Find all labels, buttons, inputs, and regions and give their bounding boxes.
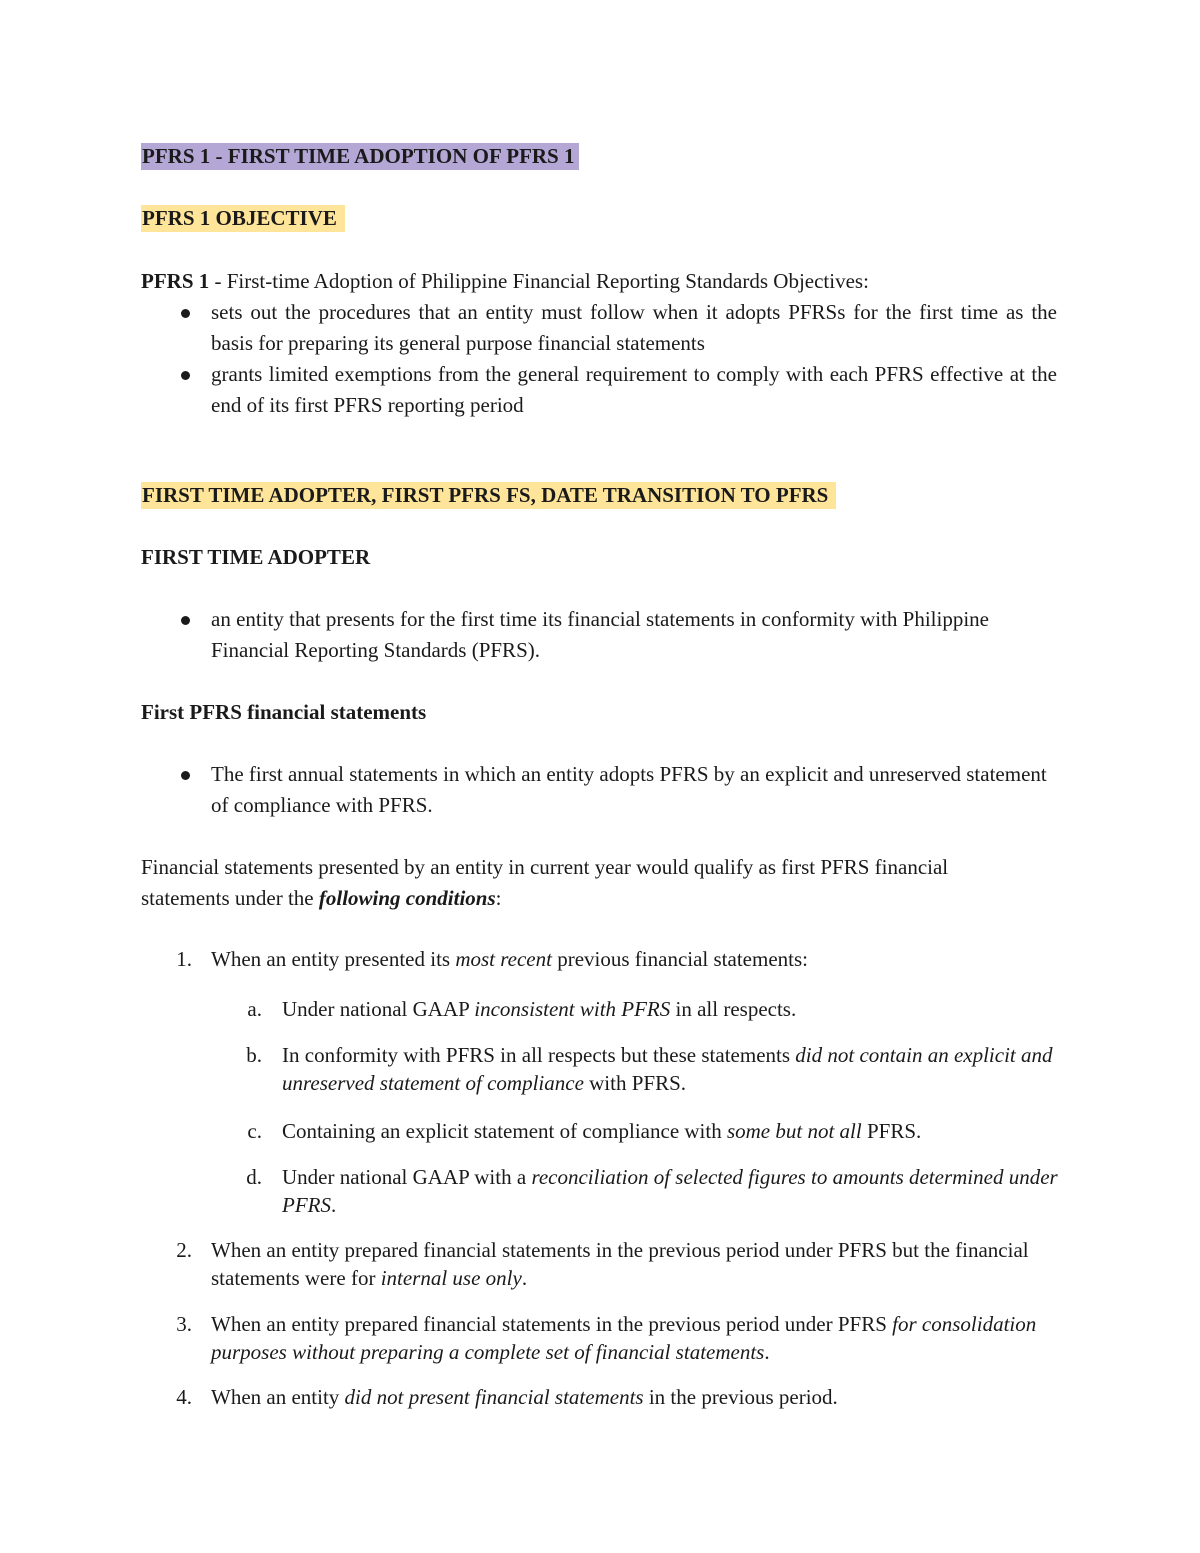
list-marker: 2. <box>176 1238 192 1262</box>
title-highlight: PFRS 1 - FIRST TIME ADOPTION OF PFRS 1 <box>141 143 579 170</box>
list-marker: b. <box>246 1043 262 1067</box>
condition-emphasis: most recent <box>455 947 552 971</box>
list-marker: 1. <box>176 947 192 971</box>
conditions-line-2-pre: statements under the <box>141 886 319 910</box>
section-heading-first-time-adopter <box>141 480 836 511</box>
conditions-emphasis: following conditions <box>318 886 496 910</box>
condition-emphasis: did not contain an explicit and unreserved statement of compliance <box>282 1043 1053 1095</box>
condition-text: When an entity <box>211 1385 345 1409</box>
first-fs-heading: First PFRS financial statements <box>141 700 427 724</box>
list-marker: 4. <box>176 1385 192 1409</box>
list-marker: d. <box>246 1165 262 1189</box>
adopter-bullet: an entity that presents for the first time its financial statements in conformity with Philippine Financial Reporting Standards (PFRS). <box>211 607 990 662</box>
condition-text: previous financial statements: <box>551 947 808 971</box>
objective-heading <box>141 203 345 234</box>
document-title <box>141 141 579 172</box>
condition-sub-a <box>282 995 1058 1023</box>
condition-text: in the previous period. <box>643 1385 838 1409</box>
bullet-dot <box>181 371 190 380</box>
section-heading-highlight: FIRST TIME ADOPTER, FIRST PFRS FS, DATE TRANSITION TO PFRS <box>141 482 836 509</box>
condition-emphasis: reconciliation of selected figures to amounts determined under PFRS <box>282 1165 1058 1217</box>
objective-intro-bold: PFRS 1 <box>141 269 210 293</box>
adopter-heading: FIRST TIME ADOPTER <box>141 545 371 569</box>
condition-sub-d <box>282 1163 1058 1219</box>
condition-item-1 <box>211 945 1057 973</box>
list-marker: a. <box>247 997 262 1021</box>
condition-sub-b <box>282 1041 1058 1097</box>
objective-intro <box>141 266 869 297</box>
condition-item-2 <box>211 1236 1057 1292</box>
condition-text: PFRS. <box>861 1119 922 1143</box>
bullet-dot <box>181 309 190 318</box>
condition-text: Under national GAAP <box>282 997 475 1021</box>
condition-text: When an entity prepared financial statements in the previous period under PFRS <box>211 1312 893 1336</box>
condition-sub-c <box>282 1117 1058 1145</box>
list-marker: 3. <box>176 1312 192 1336</box>
condition-text: Under national GAAP with a <box>282 1165 532 1189</box>
bullet-dot <box>181 771 190 780</box>
condition-item-4 <box>211 1383 1057 1411</box>
bullet-dot <box>181 616 190 625</box>
condition-text: with PFRS. <box>583 1071 687 1095</box>
objective-intro-text: - First-time Adoption of Philippine Financial Reporting Standards Objectives: <box>209 269 869 293</box>
condition-emphasis: did not present financial statements <box>344 1385 644 1409</box>
objective-bullet-1: sets out the procedures that an entity must follow when it adopts PFRSs for the first time as the basis for preparing its general purpose financial statements <box>211 300 1057 355</box>
condition-text: Containing an explicit statement of compliance with <box>282 1119 727 1143</box>
condition-emphasis: some but not all <box>726 1119 862 1143</box>
condition-text: . <box>330 1193 337 1217</box>
list-marker: c. <box>247 1119 262 1143</box>
condition-text: in all respects. <box>670 997 797 1021</box>
conditions-line-2-post: : <box>495 886 502 910</box>
condition-emphasis: inconsistent with PFRS <box>474 997 671 1021</box>
objective-bullet-2: grants limited exemptions from the general requirement to comply with each PFRS effective at the end of its first PFRS reporting period <box>211 362 1057 417</box>
condition-text: In conformity with PFRS in all respects but these statements <box>282 1043 796 1067</box>
condition-text: When an entity prepared financial statements in the previous period under PFRS but the financial statements were for <box>211 1238 1029 1290</box>
conditions-line-1: Financial statements presented by an entity in current year would qualify as first PFRS financial <box>141 855 949 879</box>
condition-text: When an entity presented its <box>211 947 456 971</box>
condition-text: . <box>764 1340 770 1364</box>
conditions-paragraph <box>141 852 948 914</box>
condition-emphasis: internal use only <box>380 1266 522 1290</box>
objective-heading-highlight: PFRS 1 OBJECTIVE <box>141 205 345 232</box>
condition-item-3 <box>211 1310 1057 1366</box>
condition-emphasis: for consolidation purposes without preparing a complete set of financial statements <box>211 1312 1037 1364</box>
first-fs-bullet: The first annual statements in which an entity adopts PFRS by an explicit and unreserved statement of compliance with PFRS. <box>211 762 1047 817</box>
condition-text: . <box>521 1266 528 1290</box>
